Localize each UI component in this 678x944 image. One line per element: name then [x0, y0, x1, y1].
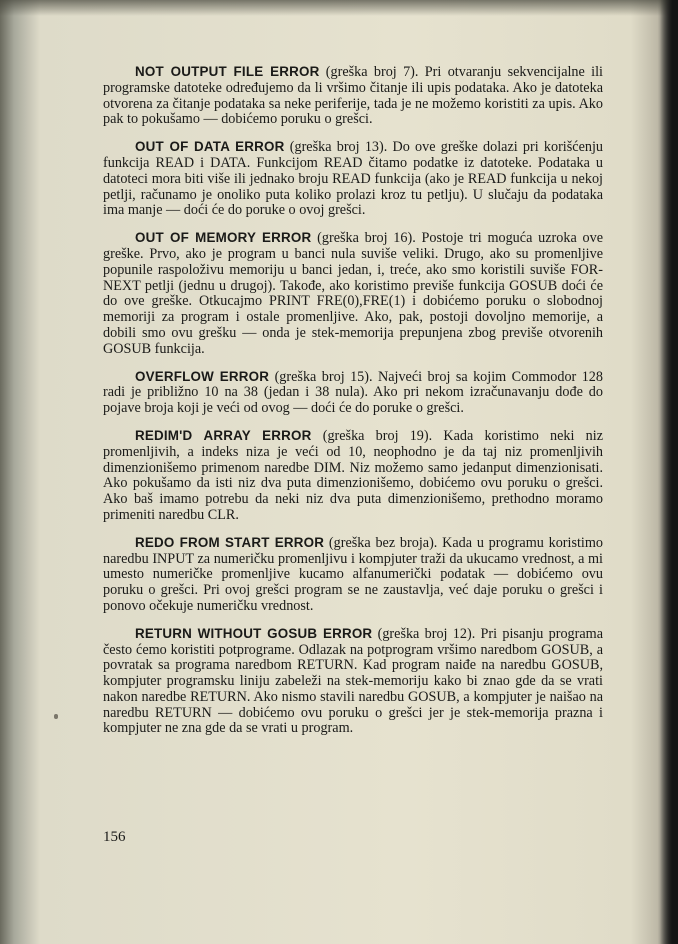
entry-text: (greška broj 19). Kada koristimo neki niz promenljivih, a indeks niza je veći od 10, neophodno je da taj niz promenljivih dimenzionišemo primenom naredbe DIM. Niz možemo samo jedanput dimenzionisati. Ako pokušamo da isti niz dva puta dimenzionišemo, dobićemo ovu poruku o grešci. Ako baš imamo potrebu da neki niz dva puta dimenzionišemo, prethodno moramo primeniti naredbu CLR.	[103, 427, 603, 523]
margin-mark	[54, 714, 58, 719]
entry-text: (greška broj 15). Najveći broj sa kojim Commodor 128 radi je približno 10 na 38 (jedan i 38 nula). Ako pri nekom izračunavanju dođe do pojave broja koji je veći od ovog — doći će do poruke o grešci.	[103, 368, 603, 417]
page-number: 156	[103, 829, 126, 845]
error-entry-overflow	[103, 369, 603, 417]
book-spine-edge	[660, 0, 678, 944]
entry-heading: OUT OF DATA ERROR	[135, 139, 285, 155]
entry-heading: REDO FROM START ERROR	[135, 534, 325, 550]
error-entry-out-of-data	[103, 139, 603, 219]
error-entry-out-of-memory	[103, 230, 603, 357]
entry-text: (greška broj 7). Pri otvaranju sekvencijalne ili programske datoteke određujemo da li vršimo čitanje ili upis podataka. Ako je datoteka otvorena za čitanje podataka sa neke periferije, tada je ne možemo koristiti za upis. Ako pak to pokušamo — dobićemo poruku o grešci.	[103, 64, 603, 128]
entry-text: (greška bez broja). Kada u programu koristimo naredbu INPUT za numeričku promenljivu i kompjuter traži da ukucamo vrednost, a mi umesto numeričke promenljive kucamo alfanumerički podatak — dobićemo ovu poruku o grešci. Pri ovoj grešci program se ne zaustavlja, već daje poruku o grešci i ponovo očekuje numeričku vrednost.	[103, 534, 604, 614]
error-entry-redimd-array	[103, 428, 603, 524]
error-entry-return-without-gosub	[103, 626, 603, 738]
entry-heading: OUT OF MEMORY ERROR	[135, 230, 312, 246]
error-entry-redo-from-start	[103, 535, 603, 615]
entry-heading: NOT OUTPUT FILE ERROR	[135, 64, 320, 79]
entry-text: (greška broj 16). Postoje tri moguća uzroka ove greške. Prvo, ako je program u banci nula suviše veliki. Drugo, ako su promenljive popunile raspoloživu memoriju u banci jedan, i, treće, ako smo koristili suviše FOR-NEXT petlji (jednu u drugoj). Takođe, ako koristimo previše funkcija GOSUB doći će do ove greške. Otkucajmo PRINT FRE(0),FRE(1) i dobićemo poruku o slobodnoj memoriji za program i ostale promenljive. Ako, pak, postoji dovoljno memorije, a dobili smo ovu grešku — onda je stek-memorija prepunjena zbog previše otvorenih GOSUB funkcija.	[103, 230, 603, 357]
entry-text: (greška broj 12). Pri pisanju programa često ćemo koristiti potprograme. Odlazak na potprogram vršimo naredbom GOSUB, a povratak sa programa naredbom RETURN. Kad program naiđe na naredbu GOSUB, kompjuter programsku liniju zabeleži na stek-memoriju kako bi znao gde da se vrati nakon naredbe RETURN. Ako nismo stavili naredbu GOSUB, a kompjuter je naišao na naredbu RETURN — dobićemo ovu poruku o grešci jer je stek-memorija prazna i kompjuter ne zna gde da se vrati u program.	[103, 625, 603, 737]
entry-heading: REDIM'D ARRAY ERROR	[135, 427, 312, 443]
page-body	[103, 64, 603, 748]
entry-heading: RETURN WITHOUT GOSUB ERROR	[135, 625, 373, 641]
top-edge-shadow	[0, 0, 678, 16]
entry-heading: OVERFLOW ERROR	[135, 368, 270, 384]
entry-text: (greška broj 13). Do ove greške dolazi pri korišćenju funkcija READ i DATA. Funkcijom READ čitamo podatke iz datoteke. Podataka u datoteci mora biti više ili jednako broju READ funkcija (ako je READ funkcija u nekoj petlji, računamo je onoliko puta koliko prolazi kroz tu petlju). U slučaju da podataka ima manje — doći će do poruke o ovoj grešci.	[103, 139, 603, 219]
error-entry-not-output-file	[103, 64, 603, 128]
